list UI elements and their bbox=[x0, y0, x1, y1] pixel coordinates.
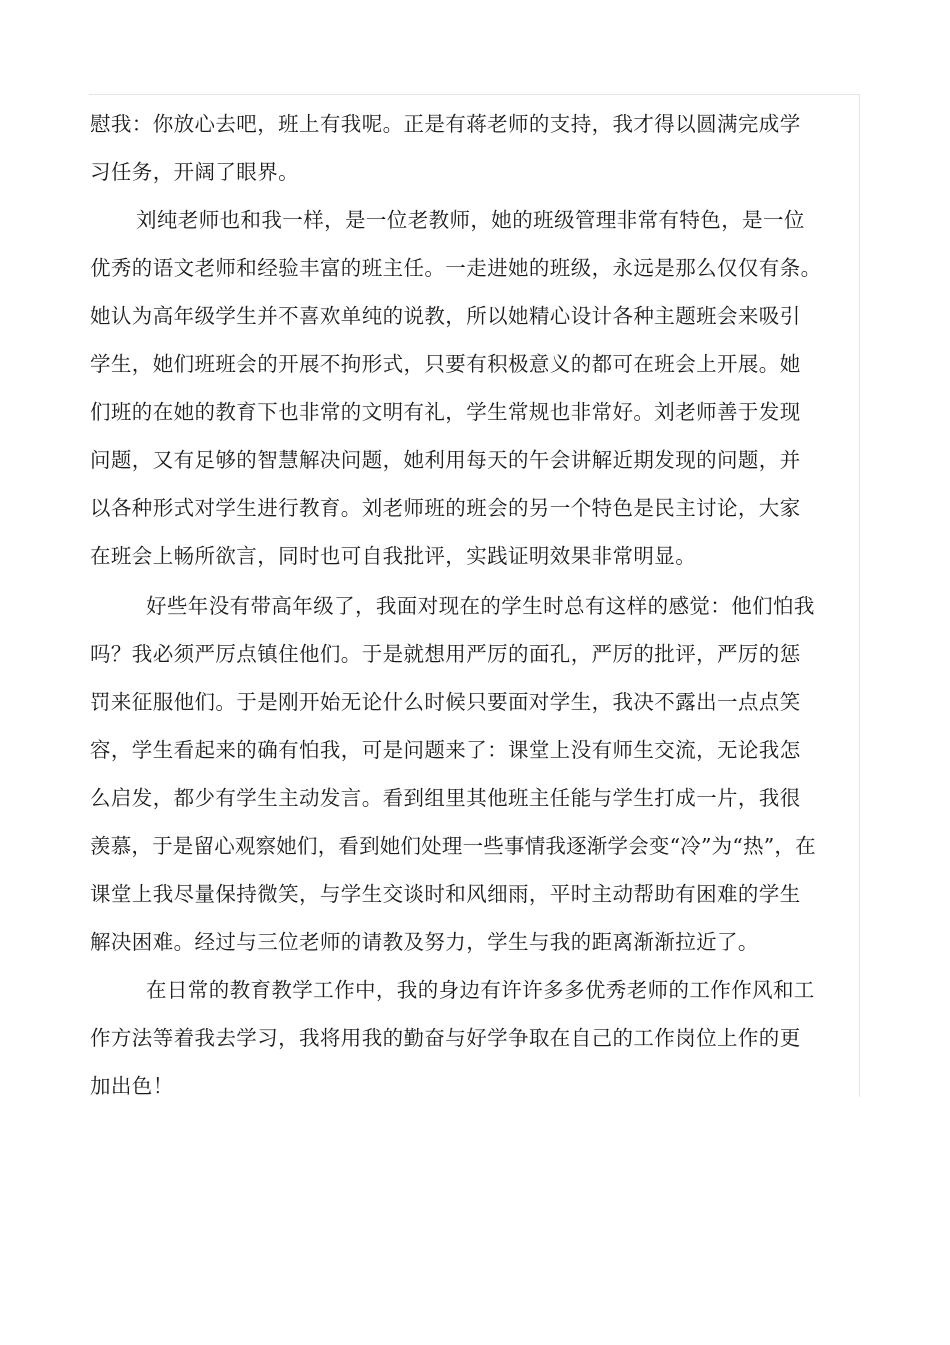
paragraph-start-line: 刘纯老师也和我一样，是一位老教师，她的班级管理非常有特色，是一位 bbox=[136, 208, 805, 232]
text-line: 问题，又有足够的智慧解决问题，她利用每天的午会讲解近期发现的问题，并 bbox=[90, 448, 801, 472]
text-line: 作方法等着我去学习，我将用我的勤奋与好学争取在自己的工作岗位上作的更 bbox=[90, 1026, 801, 1050]
text-line: 学生，她们班班会的开展不拘形式，只要有积极意义的都可在班会上开展。她 bbox=[90, 352, 801, 376]
text-line: 容，学生看起来的确有怕我，可是问题来了：课堂上没有师生交流，无论我怎 bbox=[90, 738, 801, 762]
text-line: 习任务，开阔了眼界。 bbox=[90, 160, 299, 184]
text-line: 慰我：你放心去吧，班上有我呢。正是有蒋老师的支持，我才得以圆满完成学 bbox=[90, 112, 801, 136]
text-line: 加出色！ bbox=[90, 1074, 174, 1098]
text-line: 罚来征服他们。于是刚开始无论什么时候只要面对学生，我决不露出一点点笑 bbox=[90, 690, 801, 714]
paragraph-start-line: 在日常的教育教学工作中，我的身边有许许多多优秀老师的工作作风和工 bbox=[146, 978, 815, 1002]
text-line: 以各种形式对学生进行教育。刘老师班的班会的另一个特色是民主讨论，大家 bbox=[90, 496, 801, 520]
text-line: 吗？我必须严厉点镇住他们。于是就想用严厉的面孔，严厉的批评，严厉的惩 bbox=[90, 642, 801, 666]
text-line: 羡慕，于是留心观察她们，看到她们处理一些事情我逐渐学会变“冷”为“热”，在 bbox=[90, 834, 816, 858]
text-line: 优秀的语文老师和经验丰富的班主任。一走进她的班级，永远是那么仅仅有条。 bbox=[90, 256, 822, 280]
text-line: 课堂上我尽量保持微笑，与学生交谈时和风细雨，平时主动帮助有困难的学生 bbox=[90, 882, 801, 906]
text-line: 么启发，都少有学生主动发言。看到组里其他班主任能与学生打成一片，我很 bbox=[90, 786, 801, 810]
text-line: 她认为高年级学生并不喜欢单纯的说教，所以她精心设计各种主题班会来吸引 bbox=[90, 304, 801, 328]
text-line: 们班的在她的教育下也非常的文明有礼，学生常规也非常好。刘老师善于发现 bbox=[90, 400, 801, 424]
text-line: 解决困难。经过与三位老师的请教及努力，学生与我的距离渐渐拉近了。 bbox=[90, 930, 759, 954]
text-line: 在班会上畅所欲言，同时也可自我批评，实践证明效果非常明显。 bbox=[90, 544, 697, 568]
paragraph-start-line: 好些年没有带高年级了，我面对现在的学生时总有这样的感觉：他们怕我 bbox=[146, 594, 815, 618]
